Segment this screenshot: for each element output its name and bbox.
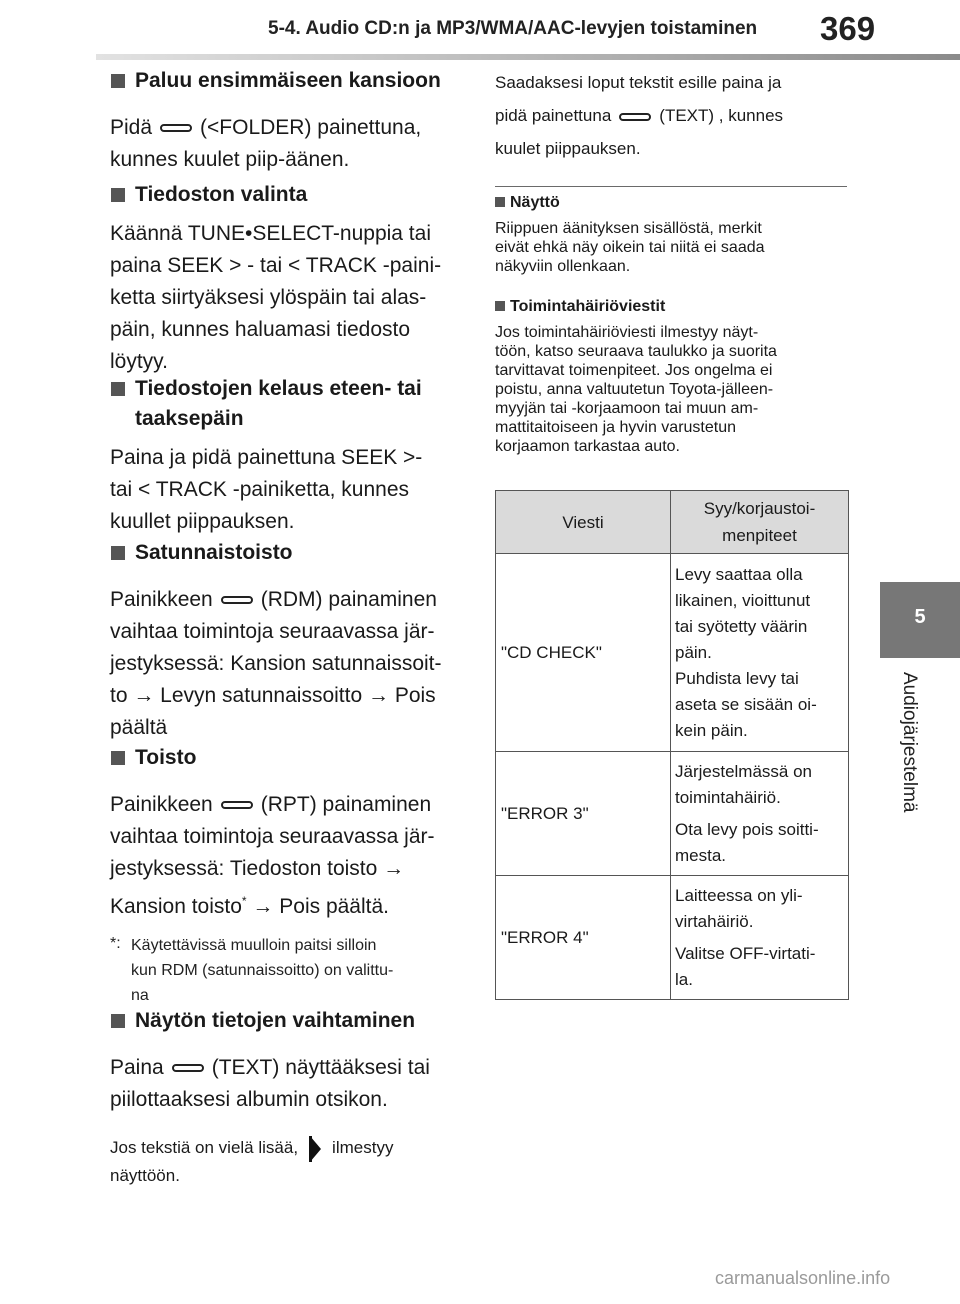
section-file-select xyxy=(110,180,470,378)
section-heading: Toisto xyxy=(110,743,470,773)
bullet-square-icon xyxy=(495,301,505,311)
message-cell: "ERROR 4" xyxy=(496,876,671,1000)
action-cell: Järjestelmässä on toimintahäiriö. Ota levy pois soitti- mesta. xyxy=(671,752,849,876)
message-cell: "ERROR 3" xyxy=(496,752,671,876)
table-header-row xyxy=(496,491,849,554)
button-icon xyxy=(160,124,192,132)
section-heading: Näyttö xyxy=(495,192,850,214)
section-error-messages xyxy=(495,296,850,456)
paragraph: Jos toimintahäiriöviesti ilmestyy näyt- töön, katso seuraava taulukko ja suorita tarvittavat toimenpiteet. Jos ongelma ei poistu, anna valtuutetun Toyota-jälleen- myyjän tai -korjaamoon tai muun am- mattitaitoiseen ja hyvin varustetun korjaamon tarkastaa auto. xyxy=(495,324,777,455)
section-display xyxy=(495,192,850,276)
table-row xyxy=(496,876,849,1000)
bullet-square-icon xyxy=(111,751,125,765)
section-heading: Näytön tietojen vaihtaminen xyxy=(110,1006,470,1036)
section-fast-forward xyxy=(110,374,470,538)
error-message-table xyxy=(495,490,849,1000)
chapter-label: Audiojärjestelmä xyxy=(899,672,920,813)
section-heading: Tiedoston valinta xyxy=(110,180,470,210)
paragraph: Saadaksesi loput tekstit esille paina ja pidä painettuna (TEXT) , kunnes kuulet piippauksen. xyxy=(495,73,784,158)
paragraph-small: Jos tekstiä on vielä lisää, ilmestyy näyttöön. xyxy=(110,1134,470,1189)
table-row xyxy=(496,554,849,752)
section-heading: Tiedostojen kelaus eteen- tai taaksepäin xyxy=(110,374,470,434)
header-rule xyxy=(96,54,960,60)
section-heading: Paluu ensimmäiseen kansioon xyxy=(110,66,470,96)
button-icon xyxy=(221,801,253,809)
button-icon xyxy=(172,1064,204,1072)
message-cell: "CD CHECK" xyxy=(496,554,671,752)
running-header: 5-4. Audio CD:n ja MP3/WMA/AAC-levyjen toistaminen xyxy=(268,18,758,39)
button-icon xyxy=(619,113,651,121)
table-row xyxy=(496,752,849,876)
chapter-number: 5 xyxy=(914,606,926,628)
bullet-square-icon xyxy=(111,546,125,560)
section-repeat xyxy=(110,743,470,1008)
section-divider xyxy=(495,186,847,187)
chapter-tab xyxy=(880,582,960,658)
bullet-square-icon xyxy=(111,188,125,202)
column-header-cause: Syy/korjaustoi- menpiteet xyxy=(671,491,849,554)
action-cell: Levy saattaa olla likainen, vioittunut tai syötetty väärin päin. Puhdista levy tai aseta se sisään oi- kein päin. xyxy=(671,554,849,752)
watermark: carmanualsonline.info xyxy=(715,1268,891,1288)
paragraph: Paina (TEXT) näyttääksesi tai piilottaaksesi albumin otsikon. xyxy=(110,1056,430,1111)
paragraph: Käännä TUNE•SELECT-nuppia tai paina SEEK > - tai < TRACK -paini- ketta siirtyäksesi ylöspäin tai alas- päin, kunnes haluamasi tiedosto löytyy. xyxy=(110,222,442,373)
paragraph: Paina ja pidä painettuna SEEK >- tai < TRACK -painiketta, kunnes kuullet piippauksen. xyxy=(110,446,423,533)
footnote: *: Käytettävissä muulloin paitsi silloin kun RDM (satunnaissoitto) on valittu- na xyxy=(110,935,394,1004)
section-random xyxy=(110,538,470,744)
bullet-square-icon xyxy=(111,382,125,396)
paragraph: Painikkeen (RDM) painaminen vaihtaa toimintoja seuraavassa jär- jestyksessä: Kansion satunnaissoit- to → Levyn satunnaissoitto → Pois päältä xyxy=(110,588,442,739)
right-column xyxy=(495,66,850,989)
button-icon xyxy=(221,596,253,604)
bullet-square-icon xyxy=(111,74,125,88)
section-heading: Satunnaistoisto xyxy=(110,538,470,568)
paragraph: Painikkeen (RPT) painaminen vaihtaa toimintoja seuraavassa jär- jestyksessä: Tiedoston toisto → Kansion toisto* → Pois päältä. xyxy=(110,793,435,918)
more-text-arrow-icon xyxy=(306,1136,324,1162)
action-cell: Laitteessa on yli- virtahäiriö. Valitse OFF-virtati- la. xyxy=(671,876,849,1000)
paragraph: Pidä (<FOLDER) painettuna, kunnes kuulet piip-äänen. xyxy=(110,116,422,171)
bullet-square-icon xyxy=(495,197,505,207)
paragraph: Riippuen äänityksen sisällöstä, merkit eivät ehkä näy oikein tai niitä ei saada näkyviin ollenkaan. xyxy=(495,220,765,275)
column-header-message: Viesti xyxy=(496,491,671,554)
page-number: 369 xyxy=(820,10,876,47)
section-display-info xyxy=(110,1006,470,1189)
section-folder-return xyxy=(110,66,470,176)
section-heading: Toimintahäiriöviestit xyxy=(495,296,850,318)
bullet-square-icon xyxy=(111,1014,125,1028)
